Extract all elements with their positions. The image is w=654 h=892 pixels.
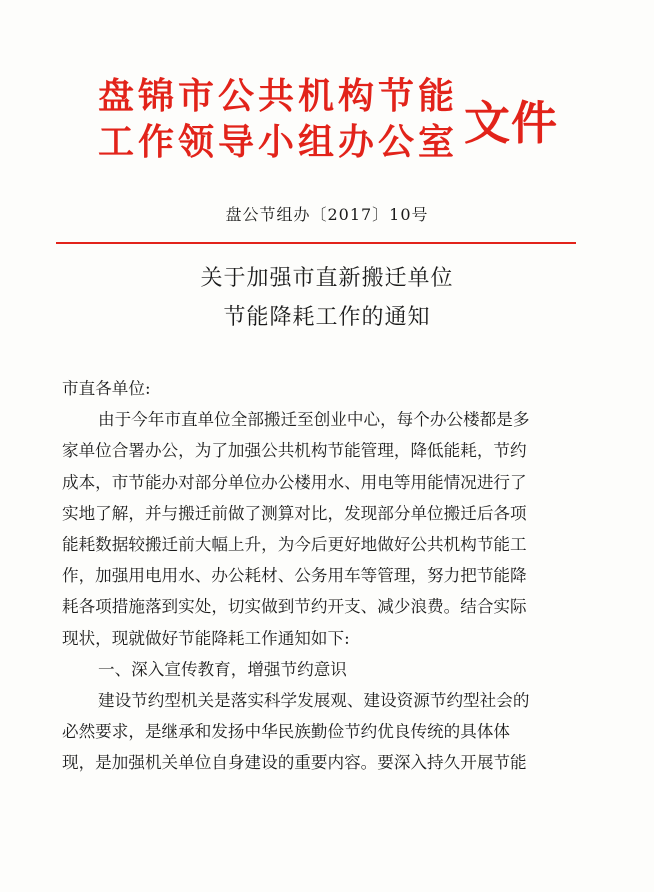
document-title-line1: 关于加强市直新搬迁单位 bbox=[200, 266, 454, 291]
body-line: 作，加强用电用水、办公耗材、公务用车等管理，努力把节能降 bbox=[62, 566, 527, 586]
body-line: 能耗数据较搬迁前大幅上升，为今后更好地做好公共机构节能工 bbox=[62, 535, 527, 555]
section-heading: 一、深入宣传教育，增强节约意识 bbox=[98, 659, 347, 679]
body-line: 家单位合署办公，为了加强公共机构节能管理，降低能耗，节约 bbox=[62, 441, 527, 461]
body-line: 必然要求，是继承和发扬中华民族勤俭节约优良传统的具体体 bbox=[62, 722, 511, 742]
letterhead-org-line2: 工作领导小组办公室 bbox=[98, 122, 459, 163]
document-title-line2: 节能降耗工作的通知 bbox=[223, 305, 431, 330]
body-line: 耗各项措施落到实处，切实做到节约开支、减少浪费。结合实际 bbox=[62, 597, 527, 617]
red-divider-line bbox=[56, 242, 576, 244]
body-line: 成本，市节能办对部分单位办公楼用水、用电等用能情况进行了 bbox=[62, 472, 527, 492]
letterhead-org-line1: 盘锦市公共机构节能 bbox=[98, 76, 459, 117]
document-body bbox=[62, 373, 592, 779]
body-line: 现状，现就做好节能降耗工作通知如下: bbox=[62, 628, 350, 648]
document-number: 盘公节组办〔2017〕10号 bbox=[225, 205, 429, 224]
salutation: 市直各单位: bbox=[62, 379, 151, 398]
body-line: 由于今年市直单位全部搬迁至创业中心，每个办公楼都是多 bbox=[98, 410, 530, 430]
body-line: 实地了解，并与搬迁前做了测算对比，发现部分单位搬迁后各项 bbox=[62, 503, 527, 523]
letterhead-suffix: 文件 bbox=[464, 96, 558, 150]
body-line: 建设节约型机关是落实科学发展观、建设资源节约型社会的 bbox=[98, 691, 530, 711]
letterhead-org bbox=[98, 74, 458, 166]
body-line: 现，是加强机关单位自身建设的重要内容。要深入持久开展节能 bbox=[62, 753, 527, 773]
